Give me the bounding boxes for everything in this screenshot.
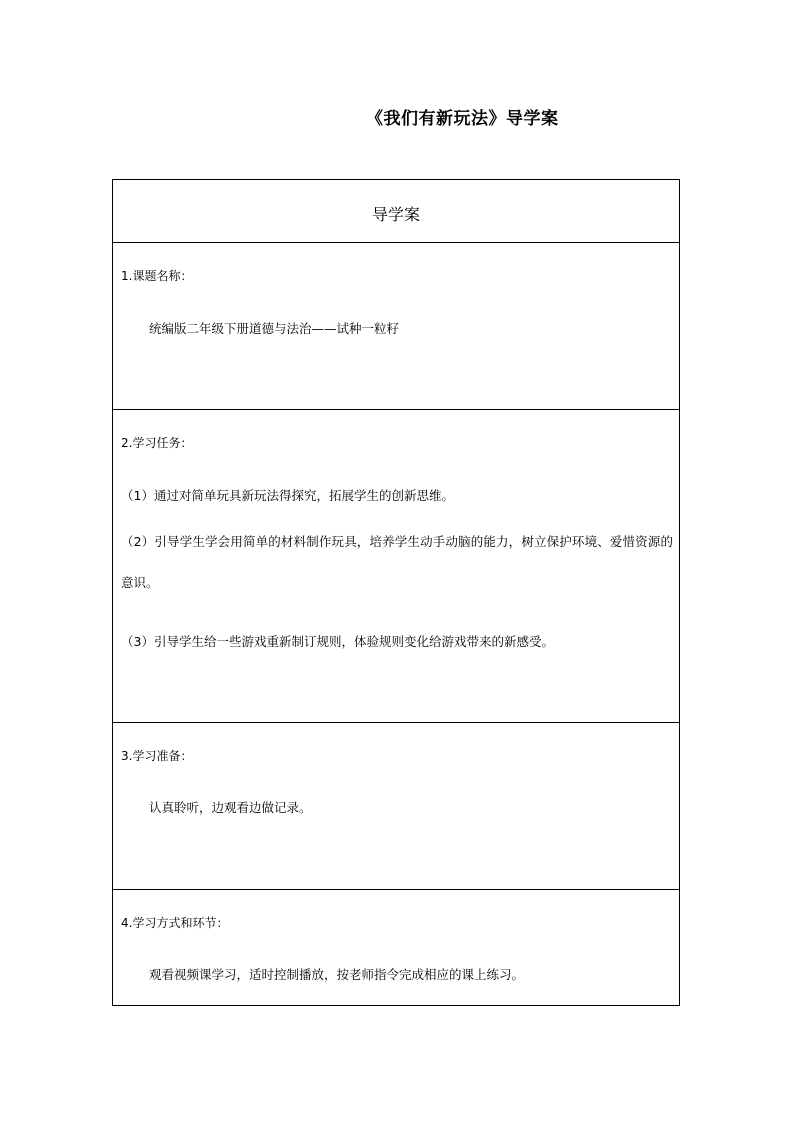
preparation-content: 认真聆听，边观看边做记录。 bbox=[149, 800, 312, 815]
topic-label: 1.课题名称： bbox=[121, 269, 193, 283]
method-label: 4.学习方式和环节： bbox=[121, 916, 229, 930]
task-item-3: （3）引导学生给一些游戏重新制订规则，体验规则变化给游戏带来的新感受。 bbox=[121, 634, 554, 649]
table-header-row bbox=[113, 180, 679, 243]
tasks-section bbox=[113, 410, 679, 723]
document-title: 《我们有新玩法》导学案 bbox=[366, 109, 559, 129]
preparation-label: 3.学习准备： bbox=[121, 749, 193, 763]
table-header: 导学案 bbox=[371, 205, 420, 224]
topic-section bbox=[113, 243, 679, 410]
preparation-section bbox=[113, 723, 679, 890]
task-item-2: （2）引导学生学会用简单的材料制作玩具，培养学生动手动脑的能力，树立保护环境、爱惜资源的意识。 bbox=[121, 534, 673, 590]
method-section bbox=[113, 890, 679, 1005]
task-item-1: （1）通过对简单玩具新玩法得探究，拓展学生的创新思维。 bbox=[121, 488, 454, 503]
topic-content: 统编版二年级下册道德与法治——试种一粒籽 bbox=[149, 321, 400, 336]
study-guide-table bbox=[112, 179, 680, 1006]
tasks-label: 2.学习任务： bbox=[121, 436, 193, 450]
method-content: 观看视频课学习，适时控制播放，按老师指令完成相应的课上练习。 bbox=[149, 967, 525, 982]
